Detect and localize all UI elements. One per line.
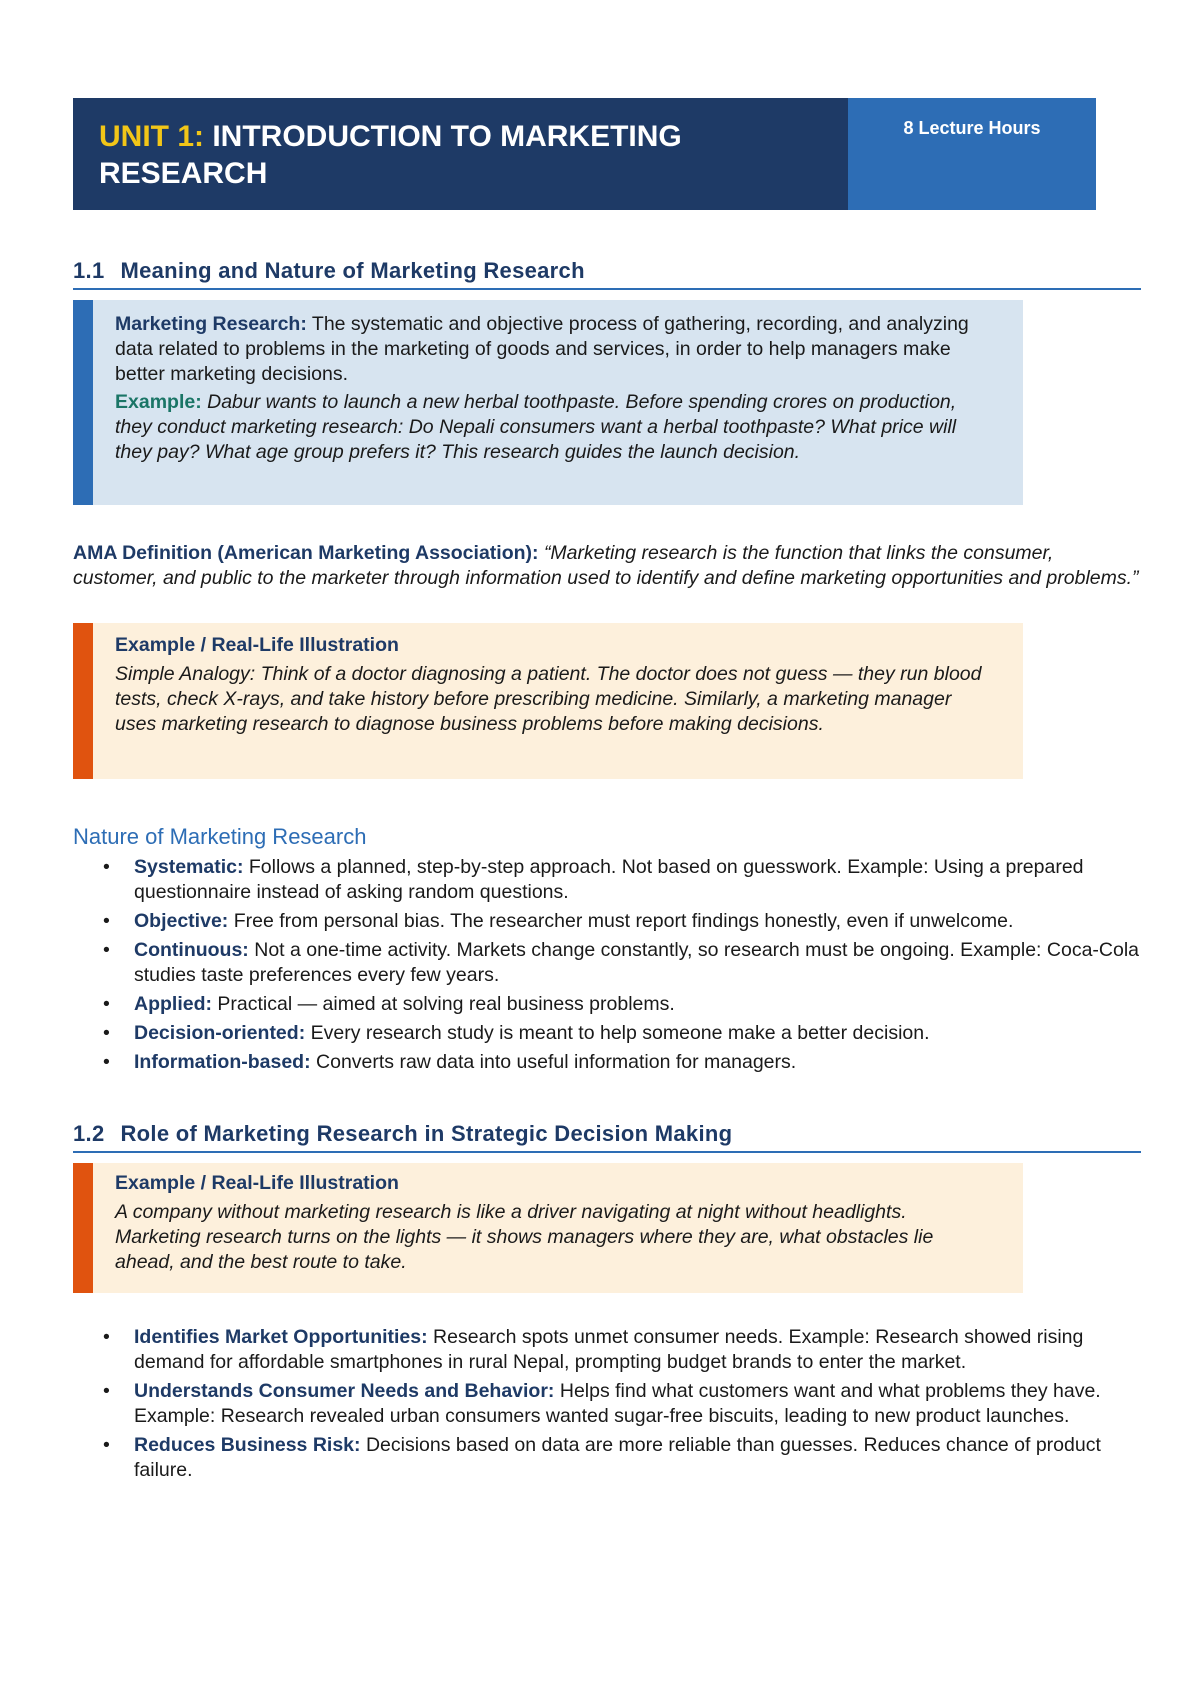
bullet-icon: •: [103, 856, 110, 878]
nature-list: [73, 855, 1141, 1075]
definition-text: [73, 300, 1023, 465]
definition-body: The systematic and objective process of gathering, recording, and analyzing data related to problems in the marketing of goods and services, in order to help managers make better marketing decisions.: [115, 313, 969, 385]
illustration-content: [73, 623, 1023, 737]
list-item: [73, 909, 1141, 934]
list-item-term: Information-based:: [134, 1051, 311, 1073]
list-item-term: Applied:: [134, 993, 212, 1015]
section-heading-1-1: [73, 258, 1141, 290]
illustration-text: Simple Analogy: Think of a doctor diagnosing a patient. The doctor does not guess — they run blood tests, check X-rays, and take history before prescribing medicine. Similarly, a marketing manager uses marketing research to diagnose business problems before making decisions.: [115, 663, 982, 735]
list-item-text: Decisions based on data are more reliable than guesses. Reduces chance of product failure.: [134, 1434, 1101, 1481]
list-item: [73, 1325, 1141, 1375]
section-heading-1-2: [73, 1121, 1141, 1153]
list-item-text: Research spots unmet consumer needs. Example: Research showed rising demand for affordable smartphones in rural Nepal, prompting budget brands to enter the market.: [134, 1326, 1084, 1373]
bullet-icon: •: [103, 939, 110, 961]
bullet-icon: •: [103, 1022, 110, 1044]
list-item: [73, 992, 1141, 1017]
bullet-icon: •: [103, 1434, 110, 1456]
illustration-content: [73, 1163, 1023, 1275]
unit-label: UNIT 1:: [99, 120, 204, 153]
nature-heading: Nature of Marketing Research: [73, 824, 367, 849]
list-item: [73, 1379, 1141, 1429]
ama-definition: [73, 541, 1141, 591]
list-item: [73, 855, 1141, 905]
role-list: [73, 1325, 1141, 1483]
callout-accent-bar: [73, 300, 93, 505]
unit-banner: [73, 98, 1096, 210]
list-item-term: Decision-oriented:: [134, 1022, 306, 1044]
illustration-box: [73, 623, 1023, 779]
section-number: 1.1: [73, 258, 105, 283]
list-item-text: Follows a planned, step-by-step approach. Not based on guesswork. Example: Using a prepared questionnaire instead of asking random questions.: [134, 856, 1084, 903]
list-item-term: Continuous:: [134, 939, 249, 961]
list-item: [73, 1433, 1141, 1483]
list-item: [73, 1021, 1141, 1046]
ama-quote: “Marketing research is the function that links the consumer, customer, and public to the marketer through information used to identify and define marketing opportunities and problems.”: [73, 542, 1139, 589]
unit-title-line2: RESEARCH: [99, 157, 268, 190]
list-item: [73, 1050, 1141, 1075]
example-body: Dabur wants to launch a new herbal toothpaste. Before spending crores on production, they conduct marketing research: Do Nepali consumers want a herbal toothpaste? What price will they pay? What age group prefers it? This research guides the launch decision.: [115, 391, 957, 463]
example-label: Example:: [115, 391, 202, 413]
list-item: [73, 938, 1141, 988]
list-item-term: Identifies Market Opportunities:: [134, 1326, 428, 1348]
list-item-text: Every research study is meant to help someone make a better decision.: [310, 1022, 930, 1044]
bullet-icon: •: [103, 910, 110, 932]
ama-label: AMA Definition (American Marketing Association):: [73, 542, 539, 564]
section-title: Role of Marketing Research in Strategic Decision Making: [120, 1121, 733, 1146]
section-title: Meaning and Nature of Marketing Research: [120, 258, 585, 283]
list-item-text: Not a one-time activity. Markets change constantly, so research must be ongoing. Example: Coca-Cola studies taste preferences every few years.: [134, 939, 1140, 986]
illustration-box: [73, 1163, 1023, 1293]
section-number: 1.2: [73, 1121, 105, 1146]
unit-title: [73, 98, 848, 210]
list-item-text: Converts raw data into useful information for managers.: [316, 1051, 797, 1073]
list-item-term: Reduces Business Risk:: [134, 1434, 361, 1456]
illustration-title: Example / Real-Life Illustration: [115, 634, 399, 656]
list-item-term: Systematic:: [134, 856, 244, 878]
bullet-icon: •: [103, 1380, 110, 1402]
list-item-text: Practical — aimed at solving real business problems.: [217, 993, 675, 1015]
callout-accent-bar: [73, 623, 93, 779]
definition-box: [73, 300, 1023, 505]
list-item-text: Free from personal bias. The researcher must report findings honestly, even if unwelcome.: [233, 910, 1014, 932]
bullet-icon: •: [103, 1326, 110, 1348]
bullet-icon: •: [103, 1051, 110, 1073]
illustration-title: Example / Real-Life Illustration: [115, 1172, 399, 1194]
document-page: [73, 98, 1141, 1487]
list-item-text: Helps find what customers want and what problems they have. Example: Research revealed urban consumers wanted sugar-free biscuits, leading to new product launches.: [134, 1380, 1101, 1427]
illustration-text: A company without marketing research is like a driver navigating at night without headlights. Marketing research turns on the lights — it shows managers where they are, what obstacles lie ahead, and the best route to take.: [115, 1201, 934, 1273]
callout-accent-bar: [73, 1163, 93, 1293]
list-item-term: Objective:: [134, 910, 229, 932]
definition-term: Marketing Research:: [115, 313, 307, 335]
bullet-icon: •: [103, 993, 110, 1015]
unit-title-line1: INTRODUCTION TO MARKETING: [212, 120, 682, 153]
lecture-hours-badge: 8 Lecture Hours: [848, 98, 1096, 210]
list-item-term: Understands Consumer Needs and Behavior:: [134, 1380, 555, 1402]
